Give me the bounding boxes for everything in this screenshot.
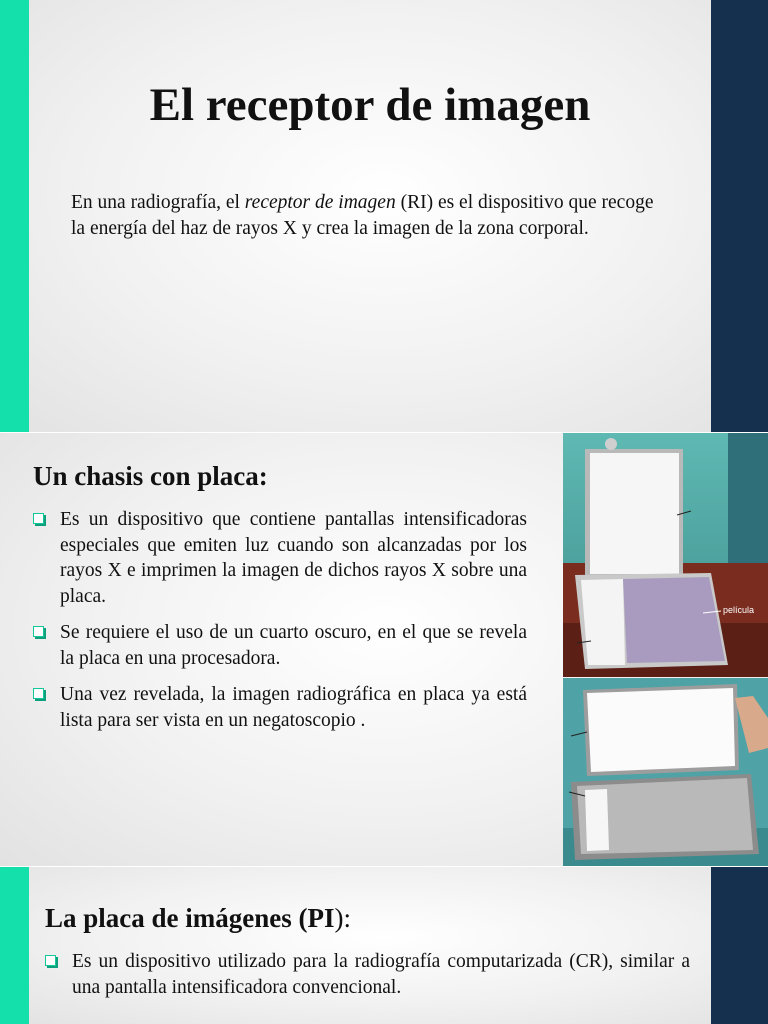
chasis-bullet-list bbox=[33, 507, 527, 744]
cassette-photo-bottom bbox=[563, 678, 768, 866]
bullet-text: Es un dispositivo utilizado para la radiografía computarizada (CR), similar a una pantalla intensificadora convencional. bbox=[72, 951, 690, 998]
intro-text-italic: receptor de imagen bbox=[244, 192, 396, 213]
bullet-text: Es un dispositivo que contiene pantallas intensificadoras especiales que emiten luz cuando son alcanzadas por los rayos X e imprimen la imagen de dichos rayos X sobre una placa. bbox=[60, 509, 527, 607]
cassette-closeup-image bbox=[563, 678, 768, 866]
placa-heading-tail: ): bbox=[334, 903, 351, 933]
slide-chasis bbox=[0, 433, 768, 866]
bullet-text: Se requiere el uso de un cuarto oscuro, en el que se revela la placa en una procesadora. bbox=[60, 622, 527, 669]
list-item bbox=[33, 507, 527, 609]
intro-text-start: En una radiografía, el bbox=[71, 192, 245, 213]
checkbox-bullet-icon bbox=[33, 688, 44, 699]
slide-title-heading: El receptor de imagen bbox=[149, 79, 591, 131]
slide-title bbox=[0, 0, 768, 432]
right-accent-bar bbox=[711, 0, 768, 432]
intro-paragraph bbox=[71, 190, 661, 242]
right-accent-bar bbox=[711, 867, 768, 1024]
placa-bullet-list bbox=[45, 949, 690, 1000]
left-accent-bar bbox=[0, 867, 29, 1024]
checkbox-bullet-icon bbox=[45, 955, 56, 966]
list-item bbox=[45, 949, 690, 1000]
intro-text-end: (RI) es el dispositivo que recoge la energía del haz de rayos X y crea la imagen de la zona corporal. bbox=[71, 192, 654, 239]
slide-placa-imagenes bbox=[0, 867, 768, 1024]
film-label: película bbox=[723, 605, 755, 615]
placa-heading bbox=[45, 903, 351, 934]
cassette-open-image bbox=[563, 433, 768, 677]
list-item bbox=[33, 620, 527, 671]
left-accent-bar bbox=[0, 0, 29, 432]
chasis-heading: Un chasis con placa: bbox=[33, 461, 268, 491]
list-item bbox=[33, 682, 527, 733]
cassette-photo-top bbox=[563, 433, 768, 677]
checkbox-bullet-icon bbox=[33, 626, 44, 637]
checkbox-bullet-icon bbox=[33, 513, 44, 524]
placa-heading-main: La placa de imágenes (PI bbox=[45, 903, 335, 933]
bullet-text: Una vez revelada, la imagen radiográfica en placa ya está lista para ser vista en un negatoscopio . bbox=[60, 684, 527, 731]
